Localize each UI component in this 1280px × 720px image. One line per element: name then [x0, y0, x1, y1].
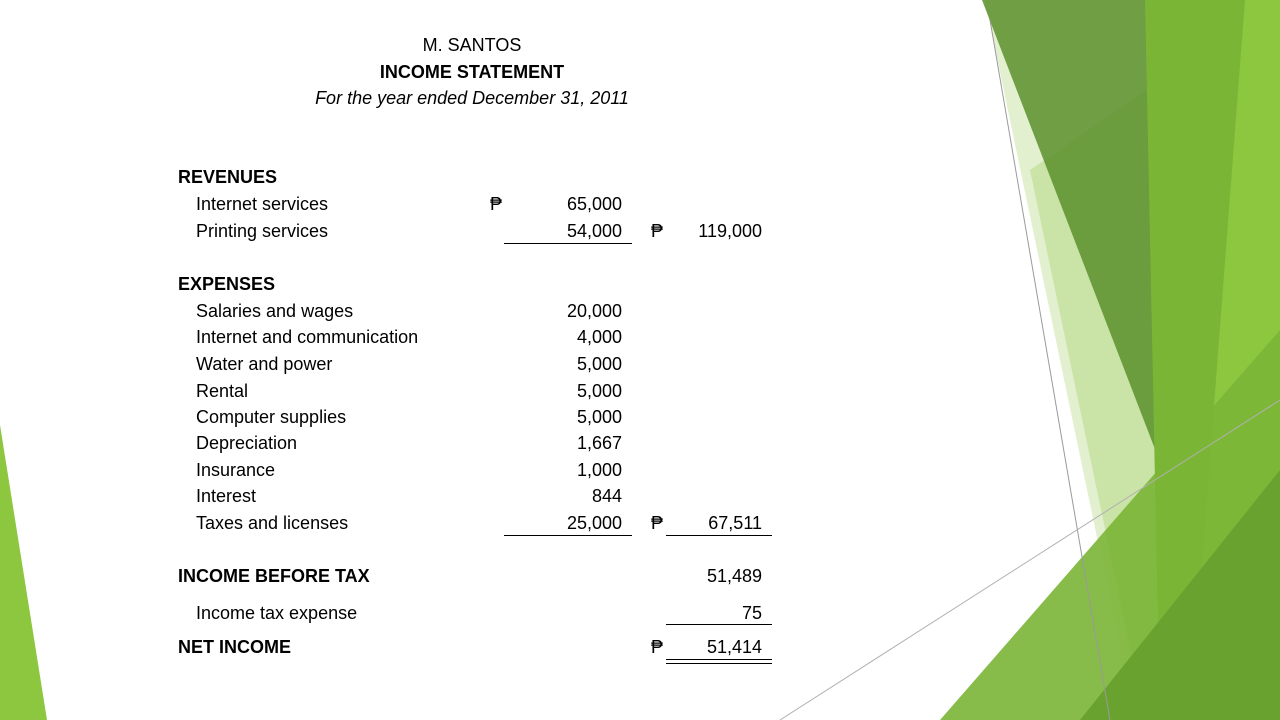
net-income-double-underline-top [666, 659, 772, 660]
expense-amount: 5,000 [576, 381, 622, 401]
revenues-total: 119,000 [698, 221, 762, 241]
expense-label: Depreciation [196, 433, 298, 453]
statement-owner: M. SANTOS [422, 35, 522, 55]
revenue-label: Internet services [196, 194, 329, 214]
revenue-label: Printing services [196, 221, 329, 241]
expense-label: Taxes and licenses [196, 513, 349, 533]
statement-period: For the year ended December 31, 2011 [315, 88, 629, 108]
income-tax-amount: 75 [741, 603, 762, 623]
expense-label: Salaries and wages [196, 301, 354, 321]
revenue-amount: 54,000 [566, 221, 622, 241]
expense-amount: 5,000 [576, 407, 622, 427]
expense-label: Rental [196, 381, 249, 401]
expense-amount: 1,667 [576, 433, 622, 453]
expense-label: Insurance [196, 460, 276, 480]
expenses-heading: EXPENSES [178, 274, 276, 294]
income-before-tax-amount: 51,489 [706, 566, 762, 586]
revenues-heading: REVENUES [178, 167, 278, 187]
expenses-total: 67,511 [708, 513, 762, 533]
expenses-total-underline [666, 535, 772, 536]
expense-amount: 844 [591, 486, 622, 506]
net-income-label: NET INCOME [178, 637, 292, 657]
revenues-underline [504, 243, 632, 244]
income-tax-underline [666, 624, 772, 625]
statement-title: INCOME STATEMENT [379, 62, 565, 82]
expenses-underline [504, 535, 632, 536]
expense-amount: 4,000 [576, 327, 622, 347]
net-income-amount: 51,414 [706, 637, 762, 657]
currency-symbol: ₱ [490, 194, 503, 214]
expense-amount: 1,000 [576, 460, 622, 480]
expense-label: Internet and communication [196, 327, 419, 347]
expense-amount: 5,000 [576, 354, 622, 374]
income-before-tax-label: INCOME BEFORE TAX [178, 566, 370, 586]
expense-label: Interest [196, 486, 257, 506]
currency-symbol: ₱ [651, 513, 664, 533]
expense-amount: 20,000 [566, 301, 622, 321]
expense-amount: 25,000 [566, 513, 622, 533]
net-income-double-underline-bottom [666, 663, 772, 664]
currency-symbol: ₱ [651, 221, 664, 241]
currency-symbol: ₱ [651, 637, 664, 657]
expense-label: Computer supplies [196, 407, 347, 427]
revenue-amount: 65,000 [566, 194, 622, 214]
expense-label: Water and power [196, 354, 333, 374]
income-tax-label: Income tax expense [196, 603, 358, 623]
